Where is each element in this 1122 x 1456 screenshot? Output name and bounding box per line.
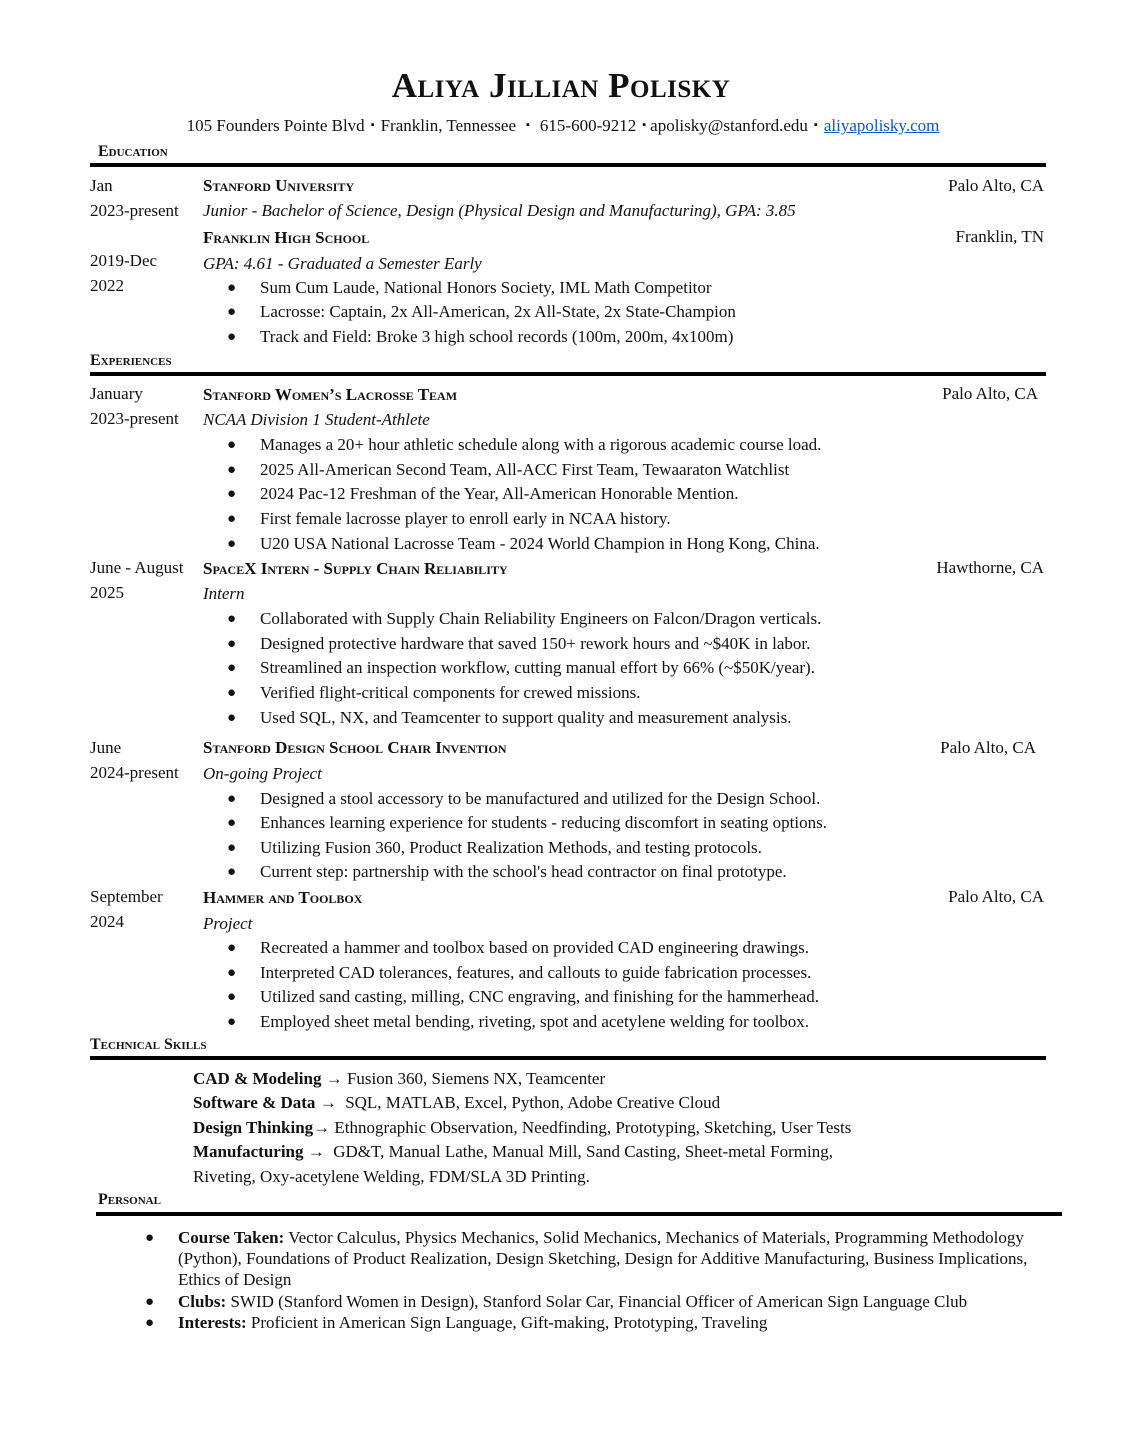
list-item: 2024 Pac-12 Freshman of the Year, All-American Honorable Mention. bbox=[260, 484, 739, 503]
bullet-icon: ● bbox=[227, 710, 237, 726]
bullet-icon: ● bbox=[227, 791, 237, 807]
arrow-icon: → bbox=[307, 1142, 325, 1161]
resume-name: Aliya Jillian Polisky bbox=[391, 66, 731, 105]
skill-value: Fusion 360, Siemens NX, Teamcenter bbox=[346, 1069, 606, 1088]
list-item: Verified flight-critical components for crewed missions. bbox=[260, 683, 641, 702]
list-item: Collaborated with Supply Chain Reliability Engineers on Falcon/Dragon verticals. bbox=[260, 609, 822, 628]
location: Palo Alto, CA bbox=[948, 176, 1044, 195]
website-link[interactable]: aliyapolisky.com bbox=[823, 116, 940, 135]
bullet-icon: ● bbox=[145, 1315, 155, 1331]
location: Palo Alto, CA bbox=[940, 738, 1036, 757]
bullet-icon: ● bbox=[227, 815, 237, 831]
org-name: Stanford University bbox=[203, 176, 355, 195]
bullet-icon: ● bbox=[227, 304, 237, 320]
contact-address: 105 Founders Pointe Blvd bbox=[186, 116, 365, 135]
date: September bbox=[90, 887, 163, 906]
list-item: Used SQL, NX, and Teamcenter to support quality and measurement analysis. bbox=[260, 708, 792, 727]
list-item: Current step: partnership with the school's head contractor on final prototype. bbox=[260, 862, 787, 881]
bullet-icon: ● bbox=[227, 437, 237, 453]
contact-email: apolisky@stanford.edu bbox=[650, 116, 808, 135]
role-subtitle: GPA: 4.61 - Graduated a Semester Early bbox=[203, 254, 482, 273]
org-name: Franklin High School bbox=[203, 228, 370, 247]
location: Palo Alto, CA bbox=[948, 887, 1044, 906]
skill-row bbox=[193, 1094, 720, 1111]
bullet-icon: ● bbox=[227, 462, 237, 478]
skill-value: Ethnographic Observation, Needfinding, Prototyping, Sketching, User Tests bbox=[334, 1118, 852, 1137]
date: June bbox=[90, 738, 122, 757]
skill-row bbox=[193, 1119, 851, 1136]
list-item: Utilizing Fusion 360, Product Realization Methods, and testing protocols. bbox=[260, 838, 762, 857]
personal-value: Proficient in American Sign Language, Gift-making, Prototyping, Traveling bbox=[250, 1313, 768, 1332]
bullet-icon: ● bbox=[227, 611, 237, 627]
date: 2022 bbox=[90, 276, 124, 295]
bullet-icon: ● bbox=[227, 536, 237, 552]
skill-label: Software & Data bbox=[193, 1093, 316, 1112]
list-item: Streamlined an inspection workflow, cutting manual effort by 66% (~$50K/year). bbox=[260, 658, 815, 677]
personal-item bbox=[178, 1314, 767, 1331]
org-name: SpaceX Intern - Supply Chain Reliability bbox=[203, 559, 508, 578]
skill-row bbox=[193, 1070, 605, 1087]
experiences-heading: Experiences bbox=[90, 352, 172, 369]
personal-heading: Personal bbox=[98, 1191, 161, 1208]
role-subtitle: NCAA Division 1 Student-Athlete bbox=[203, 410, 430, 429]
separator-icon: ▪ bbox=[526, 119, 530, 131]
bullet-icon: ● bbox=[227, 864, 237, 880]
skill-label: CAD & Modeling bbox=[193, 1069, 322, 1088]
location: Franklin, TN bbox=[955, 227, 1044, 246]
bullet-icon: ● bbox=[227, 329, 237, 345]
date: 2023-present bbox=[90, 409, 179, 428]
date: Jan bbox=[90, 176, 113, 195]
skill-value-continued: Riveting, Oxy-acetylene Welding, FDM/SLA 3D Printing. bbox=[193, 1167, 590, 1186]
personal-label: Clubs: bbox=[178, 1292, 227, 1311]
skills-heading: Technical Skills bbox=[90, 1036, 207, 1053]
section-divider bbox=[90, 163, 1046, 167]
bullet-icon: ● bbox=[227, 989, 237, 1005]
bullet-icon: ● bbox=[145, 1230, 155, 1246]
location: Palo Alto, CA bbox=[942, 384, 1038, 403]
separator-icon: ▪ bbox=[813, 119, 818, 131]
bullet-icon: ● bbox=[227, 280, 237, 296]
bullet-icon: ● bbox=[227, 486, 237, 502]
date: January bbox=[90, 384, 143, 403]
personal-value: SWID (Stanford Women in Design), Stanford Solar Car, Financial Officer of American Sign Language Club bbox=[230, 1292, 968, 1311]
list-item: Designed a stool accessory to be manufactured and utilized for the Design School. bbox=[260, 789, 821, 808]
bullet-icon: ● bbox=[227, 940, 237, 956]
section-divider bbox=[90, 1056, 1046, 1060]
bullet-icon: ● bbox=[145, 1294, 155, 1310]
list-item: 2025 All-American Second Team, All-ACC First Team, Tewaaraton Watchlist bbox=[260, 460, 790, 479]
skill-value: SQL, MATLAB, Excel, Python, Adobe Creative Cloud bbox=[345, 1093, 721, 1112]
date: June - August bbox=[90, 558, 184, 577]
personal-item bbox=[178, 1293, 967, 1310]
list-item: First female lacrosse player to enroll early in NCAA history. bbox=[260, 509, 671, 528]
bullet-icon: ● bbox=[227, 660, 237, 676]
list-item: Designed protective hardware that saved 150+ rework hours and ~$40K in labor. bbox=[260, 634, 811, 653]
date: 2023-present bbox=[90, 201, 179, 220]
org-name: Hammer and Toolbox bbox=[203, 888, 363, 907]
org-name: Stanford Women’s Lacrosse Team bbox=[203, 385, 458, 404]
bullet-icon: ● bbox=[227, 511, 237, 527]
skill-row bbox=[193, 1143, 833, 1160]
role-subtitle: Intern bbox=[203, 584, 245, 603]
contact-city: Franklin, Tennessee bbox=[380, 116, 517, 135]
personal-label: Course Taken: bbox=[178, 1228, 285, 1247]
bullet-icon: ● bbox=[227, 840, 237, 856]
section-divider bbox=[90, 372, 1046, 376]
role-subtitle: Junior - Bachelor of Science, Design (Physical Design and Manufacturing), GPA: 3.85 bbox=[203, 201, 796, 220]
personal-label: Interests: bbox=[178, 1313, 247, 1332]
skill-value: GD&T, Manual Lathe, Manual Mill, Sand Casting, Sheet-metal Forming, bbox=[333, 1142, 833, 1161]
personal-value: Vector Calculus, Physics Mechanics, Solid Mechanics, Mechanics of Materials, Programming Methodology (Python), Foundations of Product Realization, Design Sketching, Design for Additive Manufacturing, Business Implications, Ethics of Design bbox=[178, 1228, 1028, 1289]
arrow-icon: → bbox=[319, 1093, 337, 1112]
bullet-icon: ● bbox=[227, 1014, 237, 1030]
date: 2024 bbox=[90, 912, 124, 931]
skill-label: Manufacturing bbox=[193, 1142, 304, 1161]
role-subtitle: Project bbox=[203, 914, 253, 933]
list-item: Utilized sand casting, milling, CNC engraving, and finishing for the hammerhead. bbox=[260, 987, 819, 1006]
org-name: Stanford Design School Chair Invention bbox=[203, 738, 507, 757]
bullet-icon: ● bbox=[227, 685, 237, 701]
section-divider bbox=[96, 1212, 1062, 1216]
date: 2024-present bbox=[90, 763, 179, 782]
date: 2025 bbox=[90, 583, 124, 602]
list-item: U20 USA National Lacrosse Team - 2024 World Champion in Hong Kong, China. bbox=[260, 534, 820, 553]
contact-line bbox=[0, 117, 1122, 134]
skill-label: Design Thinking bbox=[193, 1118, 314, 1137]
list-item: Lacrosse: Captain, 2x All-American, 2x All-State, 2x State-Champion bbox=[260, 302, 736, 321]
arrow-icon: → bbox=[313, 1118, 331, 1137]
location: Hawthorne, CA bbox=[936, 558, 1044, 577]
contact-phone: 615-600-9212 bbox=[539, 116, 637, 135]
list-item: Employed sheet metal bending, riveting, spot and acetylene welding for toolbox. bbox=[260, 1012, 810, 1031]
separator-icon: ▪ bbox=[642, 119, 647, 131]
bullet-icon: ● bbox=[227, 965, 237, 981]
separator-icon: ▪ bbox=[370, 119, 375, 131]
list-item: Interpreted CAD tolerances, features, and callouts to guide fabrication processes. bbox=[260, 963, 812, 982]
role-subtitle: On-going Project bbox=[203, 764, 322, 783]
list-item: Recreated a hammer and toolbox based on provided CAD engineering drawings. bbox=[260, 938, 810, 957]
list-item: Track and Field: Broke 3 high school records (100m, 200m, 4x100m) bbox=[260, 327, 734, 346]
bullet-icon: ● bbox=[227, 636, 237, 652]
list-item: Enhances learning experience for students - reducing discomfort in seating options. bbox=[260, 813, 827, 832]
arrow-icon: → bbox=[325, 1069, 343, 1088]
personal-item bbox=[178, 1227, 1053, 1290]
education-heading: Education bbox=[98, 143, 168, 160]
list-item: Sum Cum Laude, National Honors Society, IML Math Competitor bbox=[260, 278, 712, 297]
list-item: Manages a 20+ hour athletic schedule along with a rigorous academic course load. bbox=[260, 435, 822, 454]
date: 2019-Dec bbox=[90, 251, 158, 270]
